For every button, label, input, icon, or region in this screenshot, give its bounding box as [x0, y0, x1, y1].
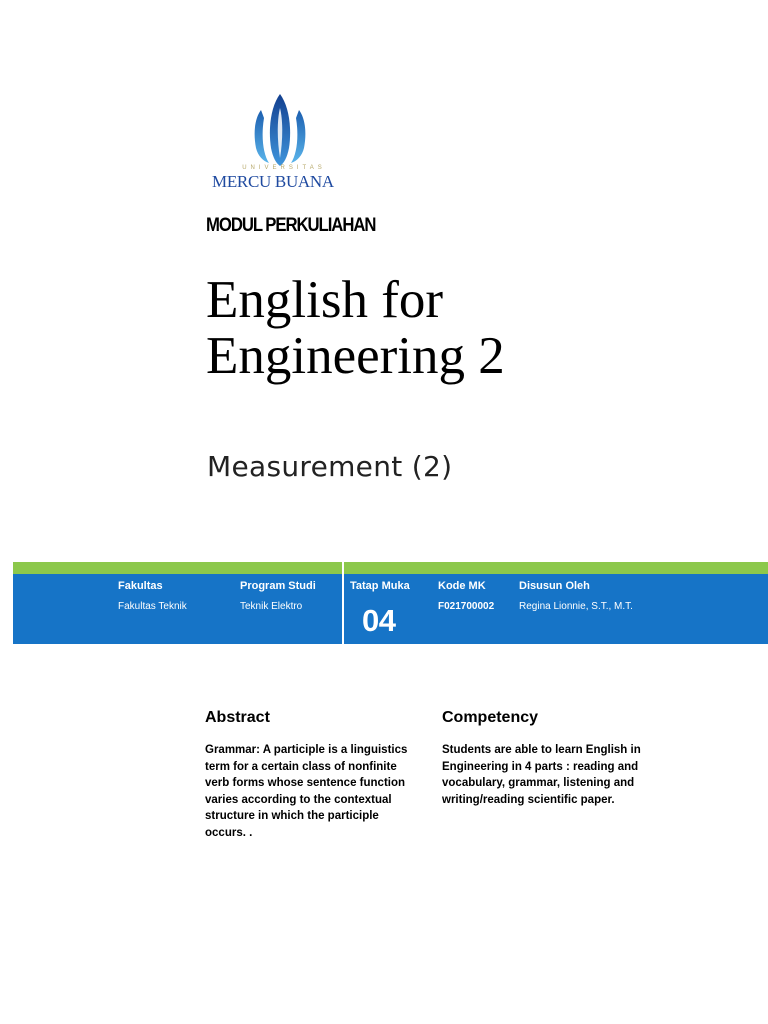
competency-heading: Competency — [442, 709, 539, 726]
course-title-line-1: English for — [206, 271, 443, 329]
program-studi-label: Program Studi — [240, 580, 316, 592]
mercu-buana-emblem-icon — [207, 88, 343, 168]
tatap-muka-value: 04 — [362, 603, 396, 638]
tatap-muka-label: Tatap Muka — [350, 580, 410, 592]
disusun-oleh-label: Disusun Oleh — [519, 580, 590, 592]
kode-mk-value: F021700002 — [438, 601, 495, 612]
abstract-heading: Abstract — [205, 709, 270, 726]
course-title — [206, 272, 505, 384]
fakultas-label: Fakultas — [118, 580, 163, 592]
module-label: MODUL PERKULIAHAN — [206, 215, 376, 236]
logo-universitas-label: UNIVERSITAS — [242, 165, 326, 171]
info-band-accent — [13, 562, 768, 574]
fakultas-value: Fakultas Teknik — [118, 601, 187, 612]
info-band-divider — [342, 562, 344, 644]
program-studi-value: Teknik Elektro — [240, 601, 303, 612]
disusun-oleh-value: Regina Lionnie, S.T., M.T. — [519, 601, 633, 612]
logo-university-name: MERCU BUANA — [212, 172, 334, 191]
course-title-line-2: Engineering 2 — [206, 327, 505, 385]
kode-mk-label: Kode MK — [438, 580, 486, 592]
abstract-body: Grammar: A participle is a linguistics term for a certain class of nonfinite verb forms whose sentence function varies according to the contextual structure in which the participle occurs. . — [205, 744, 408, 839]
competency-body: Students are able to learn English in Engineering in 4 parts : reading and vocabulary, grammar, listening and writing/reading scientific paper. — [442, 744, 641, 806]
university-logo — [207, 88, 343, 196]
topic-subtitle: Measurement (2) — [207, 450, 453, 483]
